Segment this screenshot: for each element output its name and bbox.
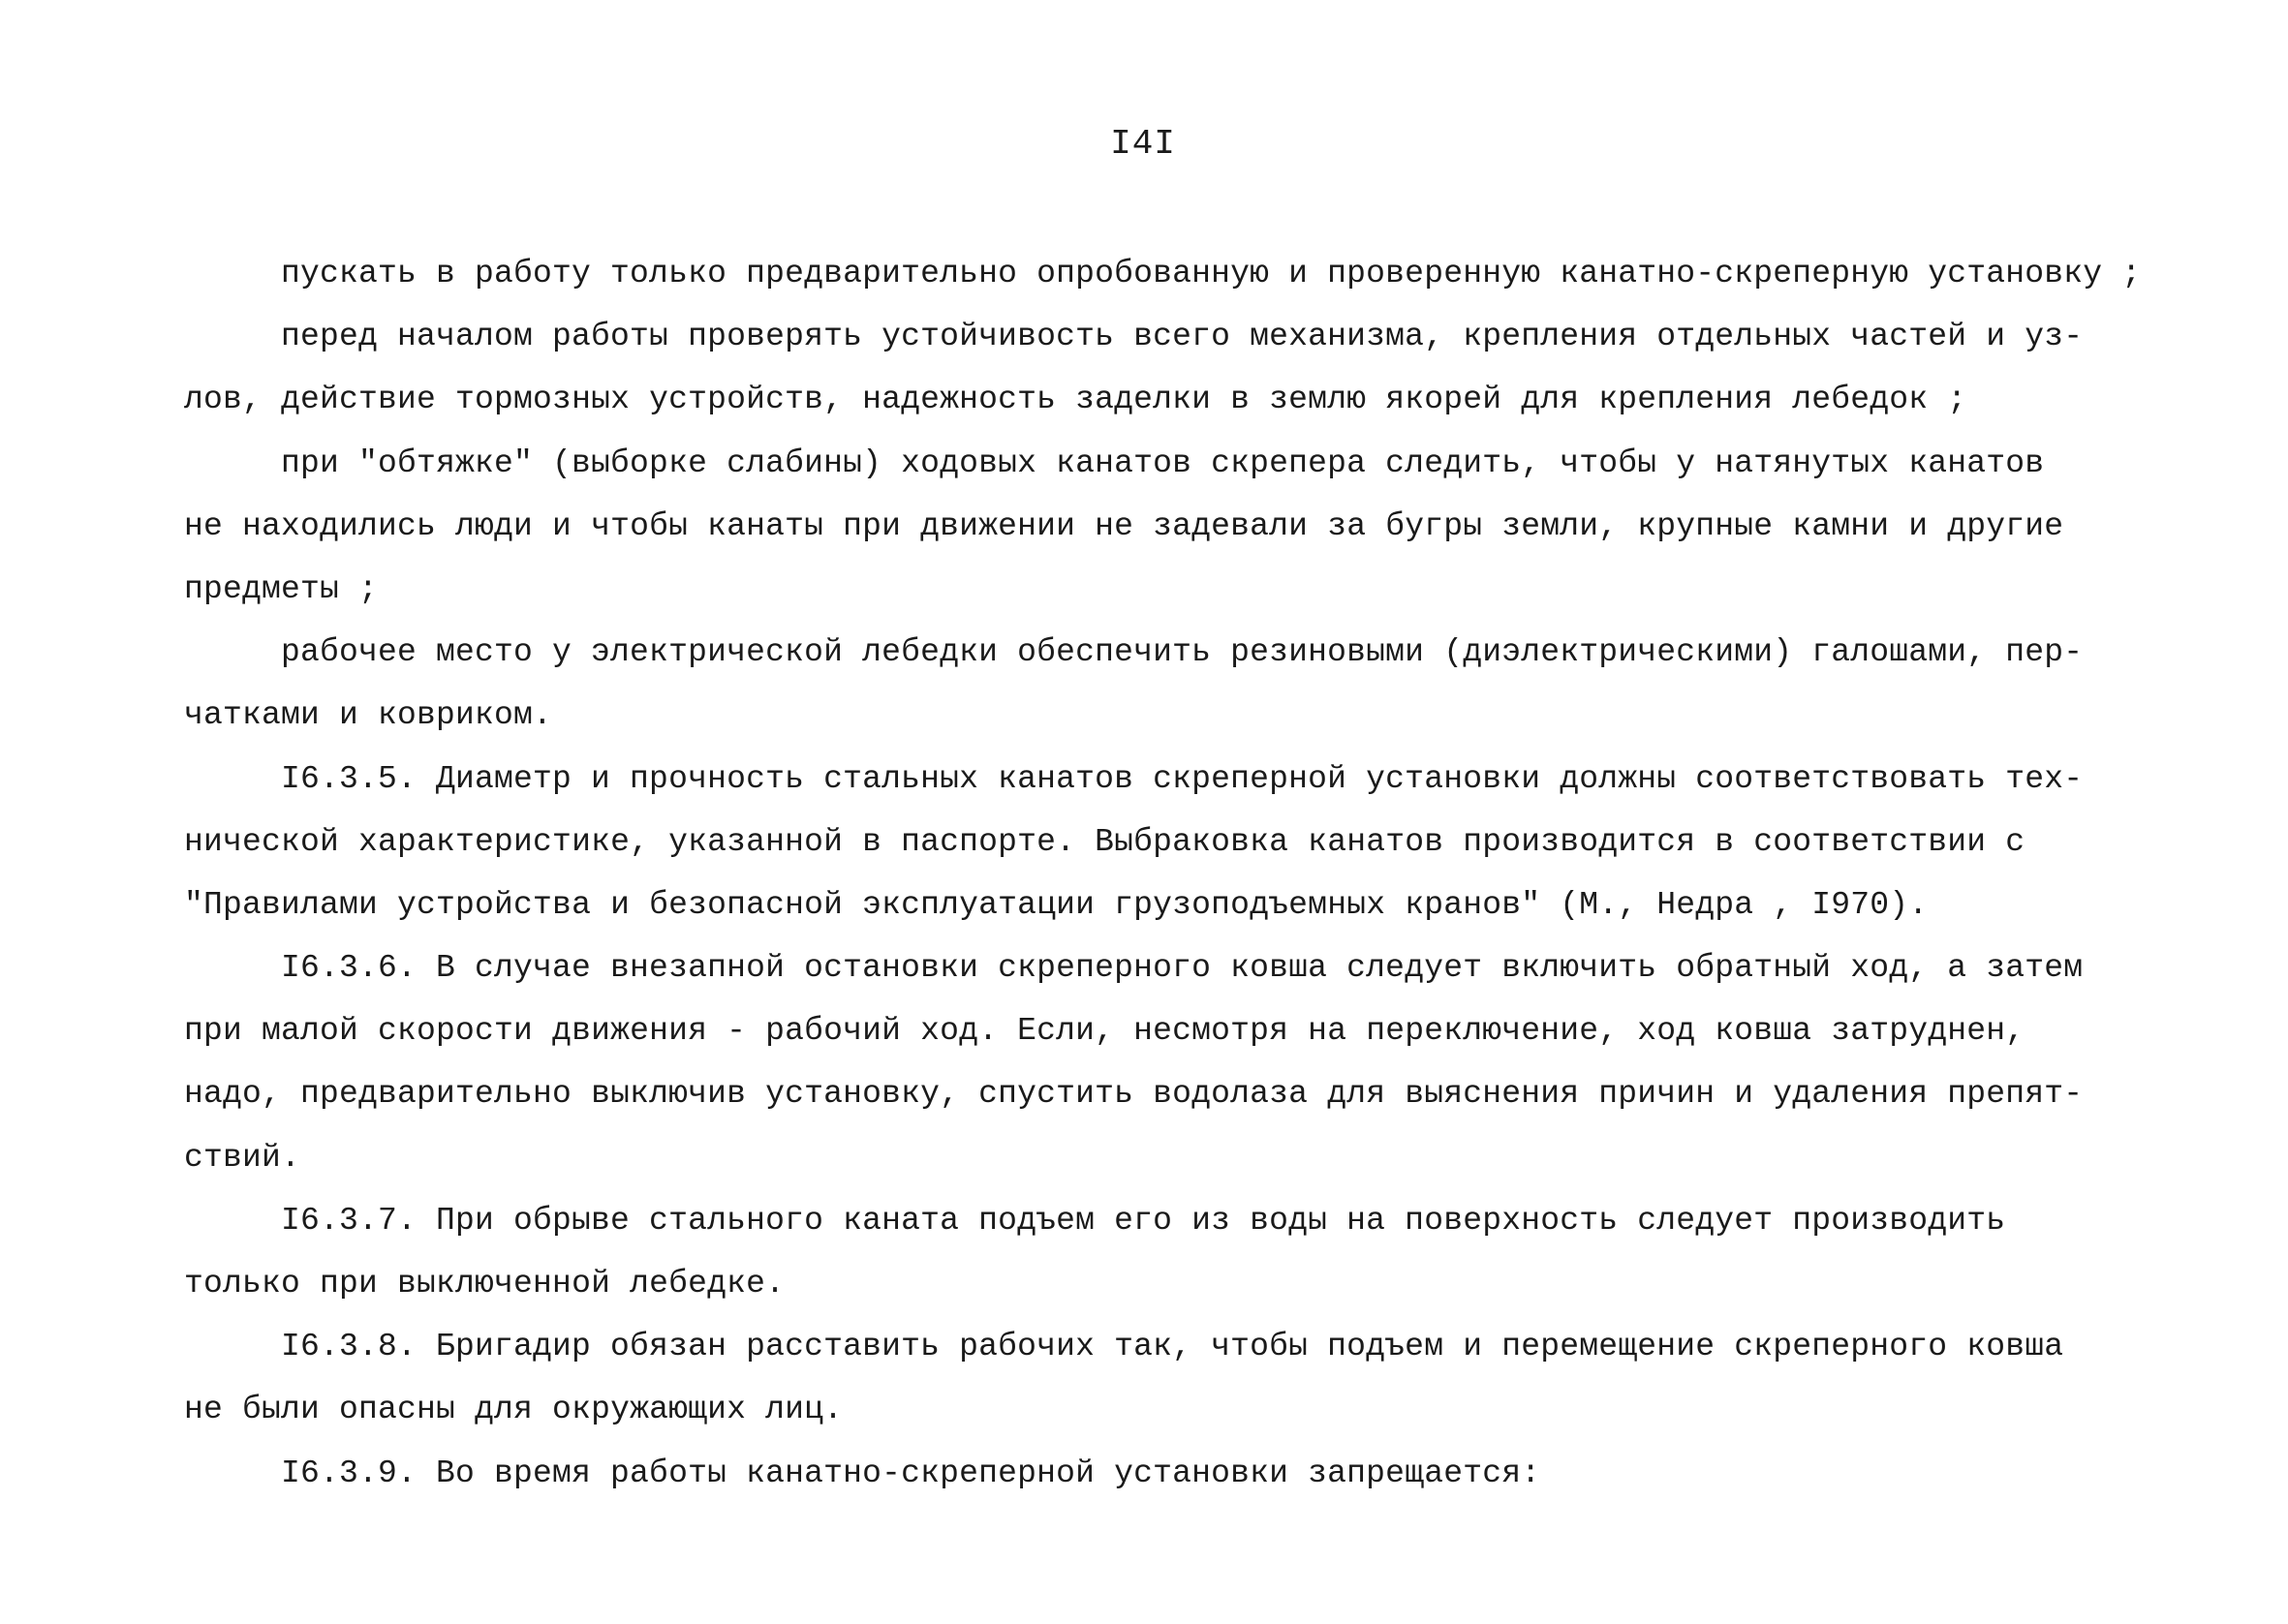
text-line: рабочее место у электрической лебедки обеспечить резиновыми (диэлектрическими) галошами, пер- [281, 634, 2084, 671]
text-line: не были опасны для окружающих лиц. [184, 1392, 844, 1428]
text-line: чатками и ковриком. [184, 697, 553, 734]
text-line: надо, предварительно выключив установку, спустить водолаза для выяснения причин и удаления препят- [184, 1076, 2084, 1113]
body-text [184, 242, 2142, 1505]
text-line: I6.3.7. При обрыве стального каната подъем его из воды на поверхность следует производить [281, 1202, 2006, 1239]
text-line: предметы ; [184, 570, 379, 607]
text-line: I6.3.9. Во время работы канатно-скреперной установки запрещается: [281, 1455, 1541, 1491]
text-line: пускать в работу только предварительно опробованную и проверенную канатно-скреперную установку ; [281, 256, 2142, 291]
text-line: лов, действие тормозных устройств, надежность заделки в землю якорей для крепления лебедок ; [184, 382, 1967, 418]
text-line: при "обтяжке" (выборке слабины) ходовых канатов скрепера следить, чтобы у натянутых канатов [281, 444, 2045, 481]
text-line: при малой скорости движения - рабочий ход. Если, несмотря на переключение, ход ковша затруднен, [184, 1013, 2025, 1050]
text-line: не находились люди и чтобы канаты при движении не задевали за бугры земли, крупные камни и другие [184, 507, 2064, 544]
text-line: нической характеристике, указанной в паспорте. Выбраковка канатов производится в соответствии с [184, 823, 2025, 860]
text-line: "Правилами устройства и безопасной эксплуатации грузоподъемных кранов" (М., Недра , I970). [184, 886, 1929, 923]
text-line: только при выключенной лебедке. [184, 1266, 786, 1302]
text-line: I6.3.6. В случае внезапной остановки скреперного ковша следует включить обратный ход, а затем [281, 950, 2084, 987]
text-line: I6.3.8. Бригадир обязан расставить рабочих так, чтобы подъем и перемещение скреперного ковша [281, 1329, 2064, 1365]
text-line: перед началом работы проверять устойчивость всего механизма, крепления отдельных частей и уз- [281, 319, 2084, 355]
text-line: ствий. [184, 1139, 301, 1176]
page-number: I4I [1110, 124, 1176, 164]
text-line: I6.3.5. Диаметр и прочность стальных канатов скреперной установки должны соответствовать тех- [281, 760, 2084, 797]
